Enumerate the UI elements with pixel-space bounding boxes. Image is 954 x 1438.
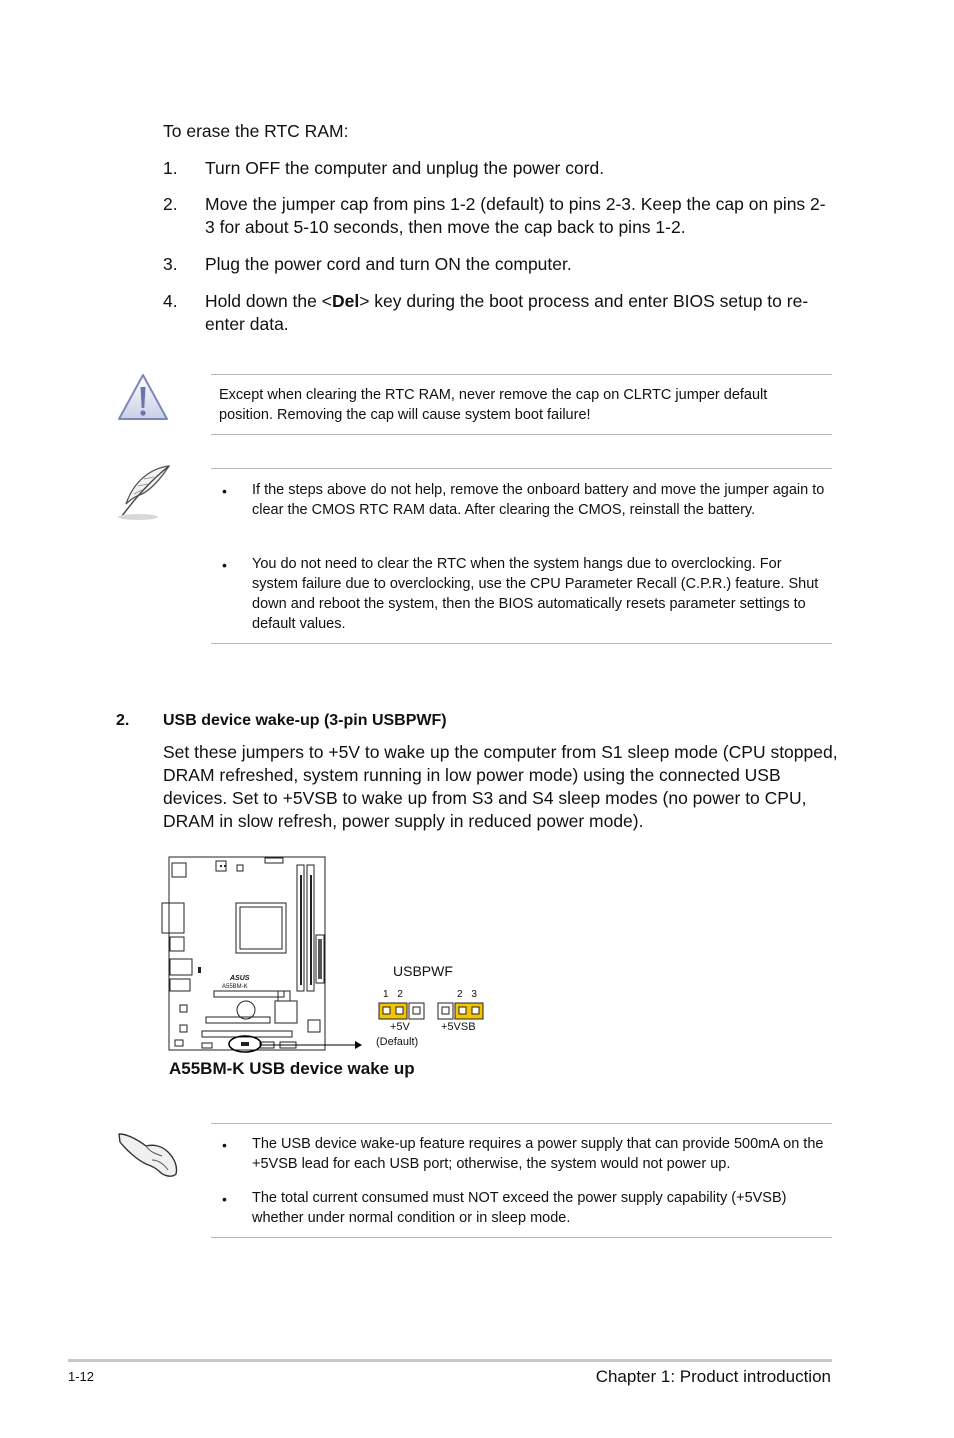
step-text: Turn OFF the computer and unplug the power cord. — [205, 158, 605, 178]
divider — [211, 643, 832, 644]
note-item: The total current consumed must NOT exceed the power supply capability (+5VSB) whether under normal condition or in sleep mode. — [252, 1190, 787, 1226]
divider — [211, 374, 832, 375]
intro-text: To erase the RTC RAM: — [163, 121, 349, 141]
note-item: You do not need to clear the RTC when the system hangs due to overclocking. For system failure due to overclocking, use the CPU Parameter Recall (C.P.R.) feature. Shut down and reboot the system, then the BIOS automatically resets parameter settings to default values. — [252, 556, 819, 632]
board-brand: ASUS — [230, 975, 250, 982]
warning-icon — [116, 372, 170, 427]
note-item: The USB device wake-up feature requires a power supply that can provide 500mA on the +5VSB lead for each USB port; otherwise, the system would not power up. — [252, 1136, 824, 1172]
step-text: Plug the power cord and turn ON the computer. — [205, 254, 572, 274]
pin-labels-right: 2 3 — [457, 989, 480, 1000]
step-text-part: > key during the boot process and enter BIOS setup to re-enter data. — [205, 291, 809, 334]
step-number: 1. — [163, 158, 178, 178]
note-item: If the steps above do not help, remove the onboard battery and move the jumper again to clear the CMOS RTC RAM data. After clearing the CMOS, reinstall the battery. — [252, 482, 825, 518]
jumper-name: USBPWF — [393, 963, 453, 979]
bullet: • — [222, 1137, 227, 1153]
step-text: Move the jumper cap from pins 1-2 (default) to pins 2-3. Keep the cap on pins 2-3 for about 5-10 seconds, then move the cap back to pins 1-2. — [205, 194, 826, 237]
key-name: Del — [331, 291, 360, 311]
hand-icon — [116, 1130, 180, 1185]
chapter-title: Chapter 1: Product introduction — [595, 1367, 831, 1386]
board-model: A55BM-K — [222, 984, 248, 990]
bullet: • — [222, 483, 227, 499]
bullet: • — [222, 1191, 227, 1207]
step-text-part: Hold down the < — [205, 291, 332, 311]
bullet: • — [222, 557, 227, 573]
page-number: 1-12 — [68, 1369, 95, 1384]
divider — [211, 1237, 832, 1238]
pin-labels-left: 1 2 — [383, 989, 406, 1000]
section-title: USB device wake-up (3-pin USBPWF) — [163, 712, 447, 729]
step-number: 3. — [163, 254, 178, 274]
footer-rule — [68, 1359, 832, 1362]
step-number: 4. — [163, 291, 178, 311]
jumper-pins-drawing — [378, 1002, 426, 1020]
jumper-label-left: +5V — [390, 1021, 410, 1033]
divider — [211, 434, 832, 435]
step-text — [205, 290, 835, 336]
section-body: Set these jumpers to +5V to wake up the computer from S1 sleep mode (CPU stopped, DRAM refreshed, system running in low power mode) using the connected USB devices. Set to +5VSB to wake up from S3 and S4 sleep modes (no power to CPU, DRAM in slow refresh, power supply in reduced power mode). — [163, 742, 838, 831]
feather-icon — [114, 464, 174, 527]
jumper-label-right: +5VSB — [441, 1021, 476, 1033]
warning-text: Except when clearing the RTC RAM, never remove the cap on CLRTC jumper default position. Removing the cap will cause system boot failure! — [219, 387, 768, 423]
section-number: 2. — [116, 712, 130, 729]
divider — [211, 468, 832, 469]
jumper-pins-drawing — [437, 1002, 485, 1020]
divider — [211, 1123, 832, 1124]
jumper-label-default: (Default) — [376, 1036, 419, 1048]
step-number: 2. — [163, 194, 178, 214]
figure-caption: A55BM-K USB device wake up — [169, 1059, 415, 1078]
